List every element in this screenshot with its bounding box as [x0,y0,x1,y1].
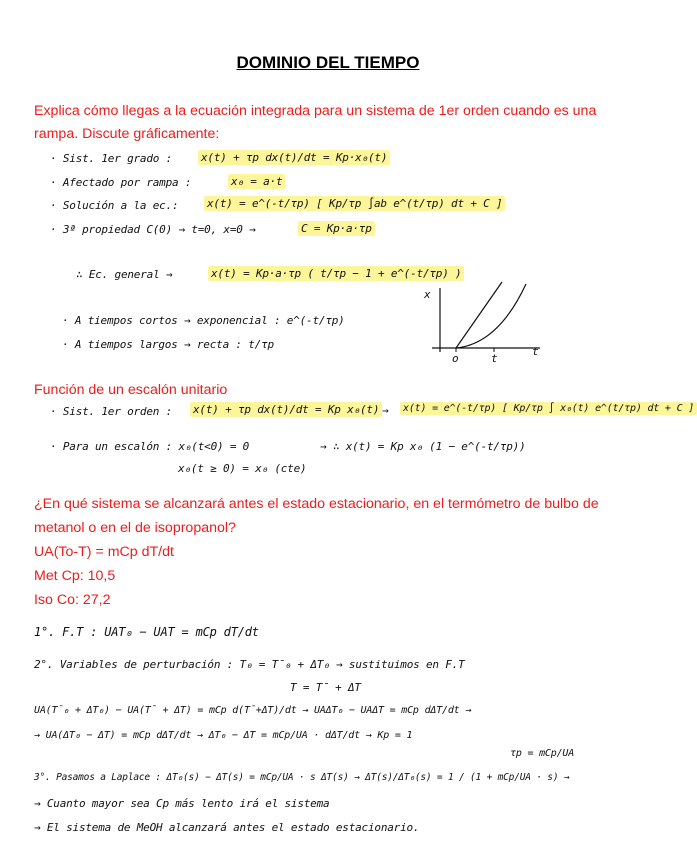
note-rearranged: → UA(ΔT₀ − ΔT) = mCp dΔT/dt → ΔT₀ − ΔT = mCp/UA · dΔT/dt → Kp = 1 [34,730,413,741]
note-escalon-condition-2: x₀(t ≥ 0) = x₀ (cte) [178,462,307,475]
note-solucion-eq: x(t) = e^(-t/τp) [ Kp/τp ∫ab e^(t/τp) dt + C ] [204,196,505,211]
question-2-line-1: Función de un escalón unitario [34,382,228,398]
note-sist-eq: x(t) + τp dx(t)/dt = Kp·x₀(t) [198,150,390,165]
note-tiempos-largos: · A tiempos largos → recta : t/τp [62,338,274,351]
note-escalon-solution: x(t) = e^(-t/τp) [ Kp/τp ∫ x₀(t) e^(t/τp) dt + C ] [400,402,697,415]
note-rampa-eq: x₀ = a·t [228,174,285,189]
question-3-line-1: ¿En qué sistema se alcanzará antes el estado estacionario, en el termómetro de bulbo de [34,496,599,512]
ramp-response-sketch [420,278,550,367]
question-3-line-2: metanol o en el de isopropanol? [34,520,236,536]
question-1-line-1: Explica cómo llegas a la ecuación integrada para un sistema de 1er orden cuando es una [34,103,597,119]
graph-t-tick-label: t [491,352,498,365]
note-propiedad-eq: C = Kp·a·τp [298,221,375,236]
note-tau: τp = mCp/UA [510,748,575,759]
note-escalon-eq: x(t) + τp dx(t)/dt = Kp x₀(t) [190,402,382,417]
note-laplace: 3°. Pasamos a Laplace : ΔT₀(s) − ΔT(s) = mCp/UA · s ΔT(s) → ΔT(s)/ΔT₀(s) = 1 / (1 + mCp/UA · s) → [34,772,570,783]
note-rampa-label: · Afectado por rampa : [50,176,192,189]
note-variables-2: T = T̄ + ΔT [290,681,361,694]
note-tiempos-cortos: · A tiempos cortos → exponencial : e^(-t/τp) [62,314,345,327]
note-solucion-label: · Solución a la ec.: [50,199,179,212]
question-3-line-3: UA(To-T) = mCp dT/dt [34,544,174,560]
graph-y-label: x [424,288,431,301]
note-escalon-result: → ∴ x(t) = Kp x₀ (1 − e^(-t/τp)) [320,440,526,453]
page-title: DOMINIO DEL TIEMPO [236,53,420,72]
question-3-line-5: Iso Co: 27,2 [34,592,111,608]
note-conclusion-1: → Cuanto mayor sea Cp más lento irá el sistema [34,797,330,810]
note-general-label: ∴ Ec. general → [76,268,173,281]
note-sist-label: · Sist. 1er grado : [50,152,173,165]
question-1-line-2: rampa. Discute gráficamente: [34,126,220,142]
graph-x-axis-label: t [532,345,539,358]
note-ft: 1°. F.T : UAT₀ − UAT = mCp dT/dt [34,625,259,639]
note-propiedad-label: · 3ª propiedad C(0) → t=0, x=0 → [50,223,256,236]
note-variables: 2°. Variables de perturbación : T₀ = T̄₀ + ΔT₀ → sustituimos en F.T [34,658,465,671]
note-general-eq: x(t) = Kp·a·τp ( t/τp − 1 + e^(-t/τp) ) [208,266,464,281]
note-escalon-label: · Sist. 1er orden : [50,405,173,418]
note-escalon-condition: · Para un escalón : x₀(t<0) = 0 [50,440,250,453]
note-conclusion-2: → El sistema de MeOH alcanzará antes el estado estacionario. [34,821,420,834]
note-substitution: UA(T̄₀ + ΔT₀) − UA(T̄ + ΔT) = mCp d(T̄+ΔT)/dt → UAΔT₀ − UAΔT = mCp dΔT/dt → [34,705,472,716]
graph-origin-label: o [452,352,459,365]
note-escalon-arrow: → [382,404,389,417]
question-3-line-4: Met Cp: 10,5 [34,568,116,584]
